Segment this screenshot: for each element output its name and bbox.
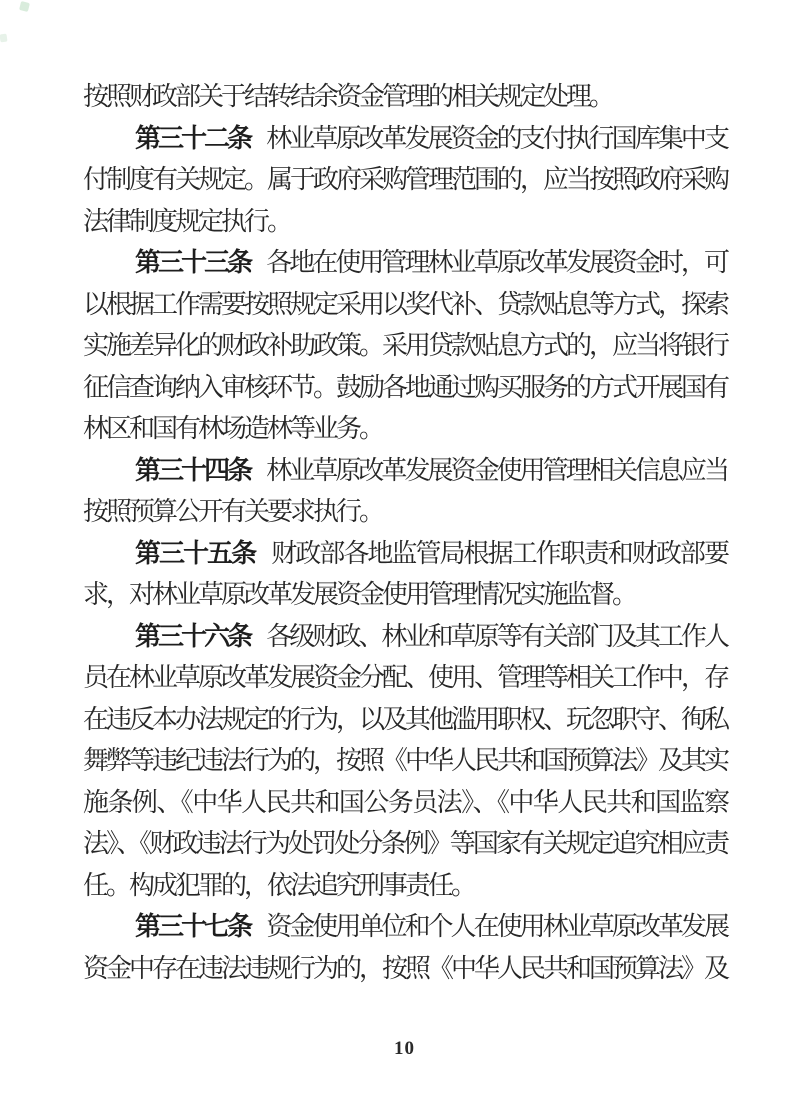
paragraph: 第三十七条 资金使用单位和个人在使用林业草原改革发展资金中存在违法违规行为的，按照《中华人民共和国预算法》及	[83, 912, 728, 983]
paragraph: 第三十六条 各级财政、林业和草原等有关部门及其工作人员在林业草原改革发展资金分配、使用、管理等相关工作中，存在违反本办法规定的行为，以及其他滥用职权、玩忽职守、徇私舞弊等违纪违法行为的，按照《中华人民共和国预算法》及其实施条例、《中华人民共和国公务员法》、《中华人民共和国监察法》、《财政违法行为处罚处分条例》等国家有关规定追究相应责任。构成犯罪的，依法追究刑事责任。	[83, 621, 728, 900]
article-number: 第三十七条	[135, 912, 251, 941]
article-number: 第三十三条	[135, 248, 251, 277]
paragraph: 第三十二条 林业草原改革发展资金的支付执行国库集中支付制度有关规定。属于政府采购管理范围的，应当按照政府采购法律制度规定执行。	[83, 123, 728, 236]
article-number: 第三十六条	[135, 621, 251, 651]
page-number: 10	[394, 1038, 415, 1059]
scan-artifact-mark	[19, 1, 30, 12]
scan-artifact-mark	[0, 34, 8, 43]
article-number: 第三十四条	[135, 455, 251, 485]
paragraph: 第三十四条 林业草原改革发展资金使用管理相关信息应当按照预算公开有关要求执行。	[83, 455, 727, 526]
paragraph: 第三十五条 财政部各地监管局根据工作职责和财政部要求，对林业草原改革发展资金使用管理情况实施监督。	[83, 538, 727, 609]
article-number: 第三十五条	[135, 538, 256, 568]
paragraph: 第三十三条 各地在使用管理林业草原改革发展资金时，可以根据工作需要按照规定采用以奖代补、贷款贴息等方式，探索实施差异化的财政补助政策。采用贷款贴息方式的，应当将银行征信查询纳入审核环节。鼓励各地通过购买服务的方式开展国有林区和国有林场造林等业务。	[83, 248, 728, 443]
article-number: 第三十二条	[135, 123, 251, 153]
document-body	[83, 76, 727, 989]
paragraph: 按照财政部关于结转结余资金管理的相关规定处理。	[83, 82, 613, 111]
